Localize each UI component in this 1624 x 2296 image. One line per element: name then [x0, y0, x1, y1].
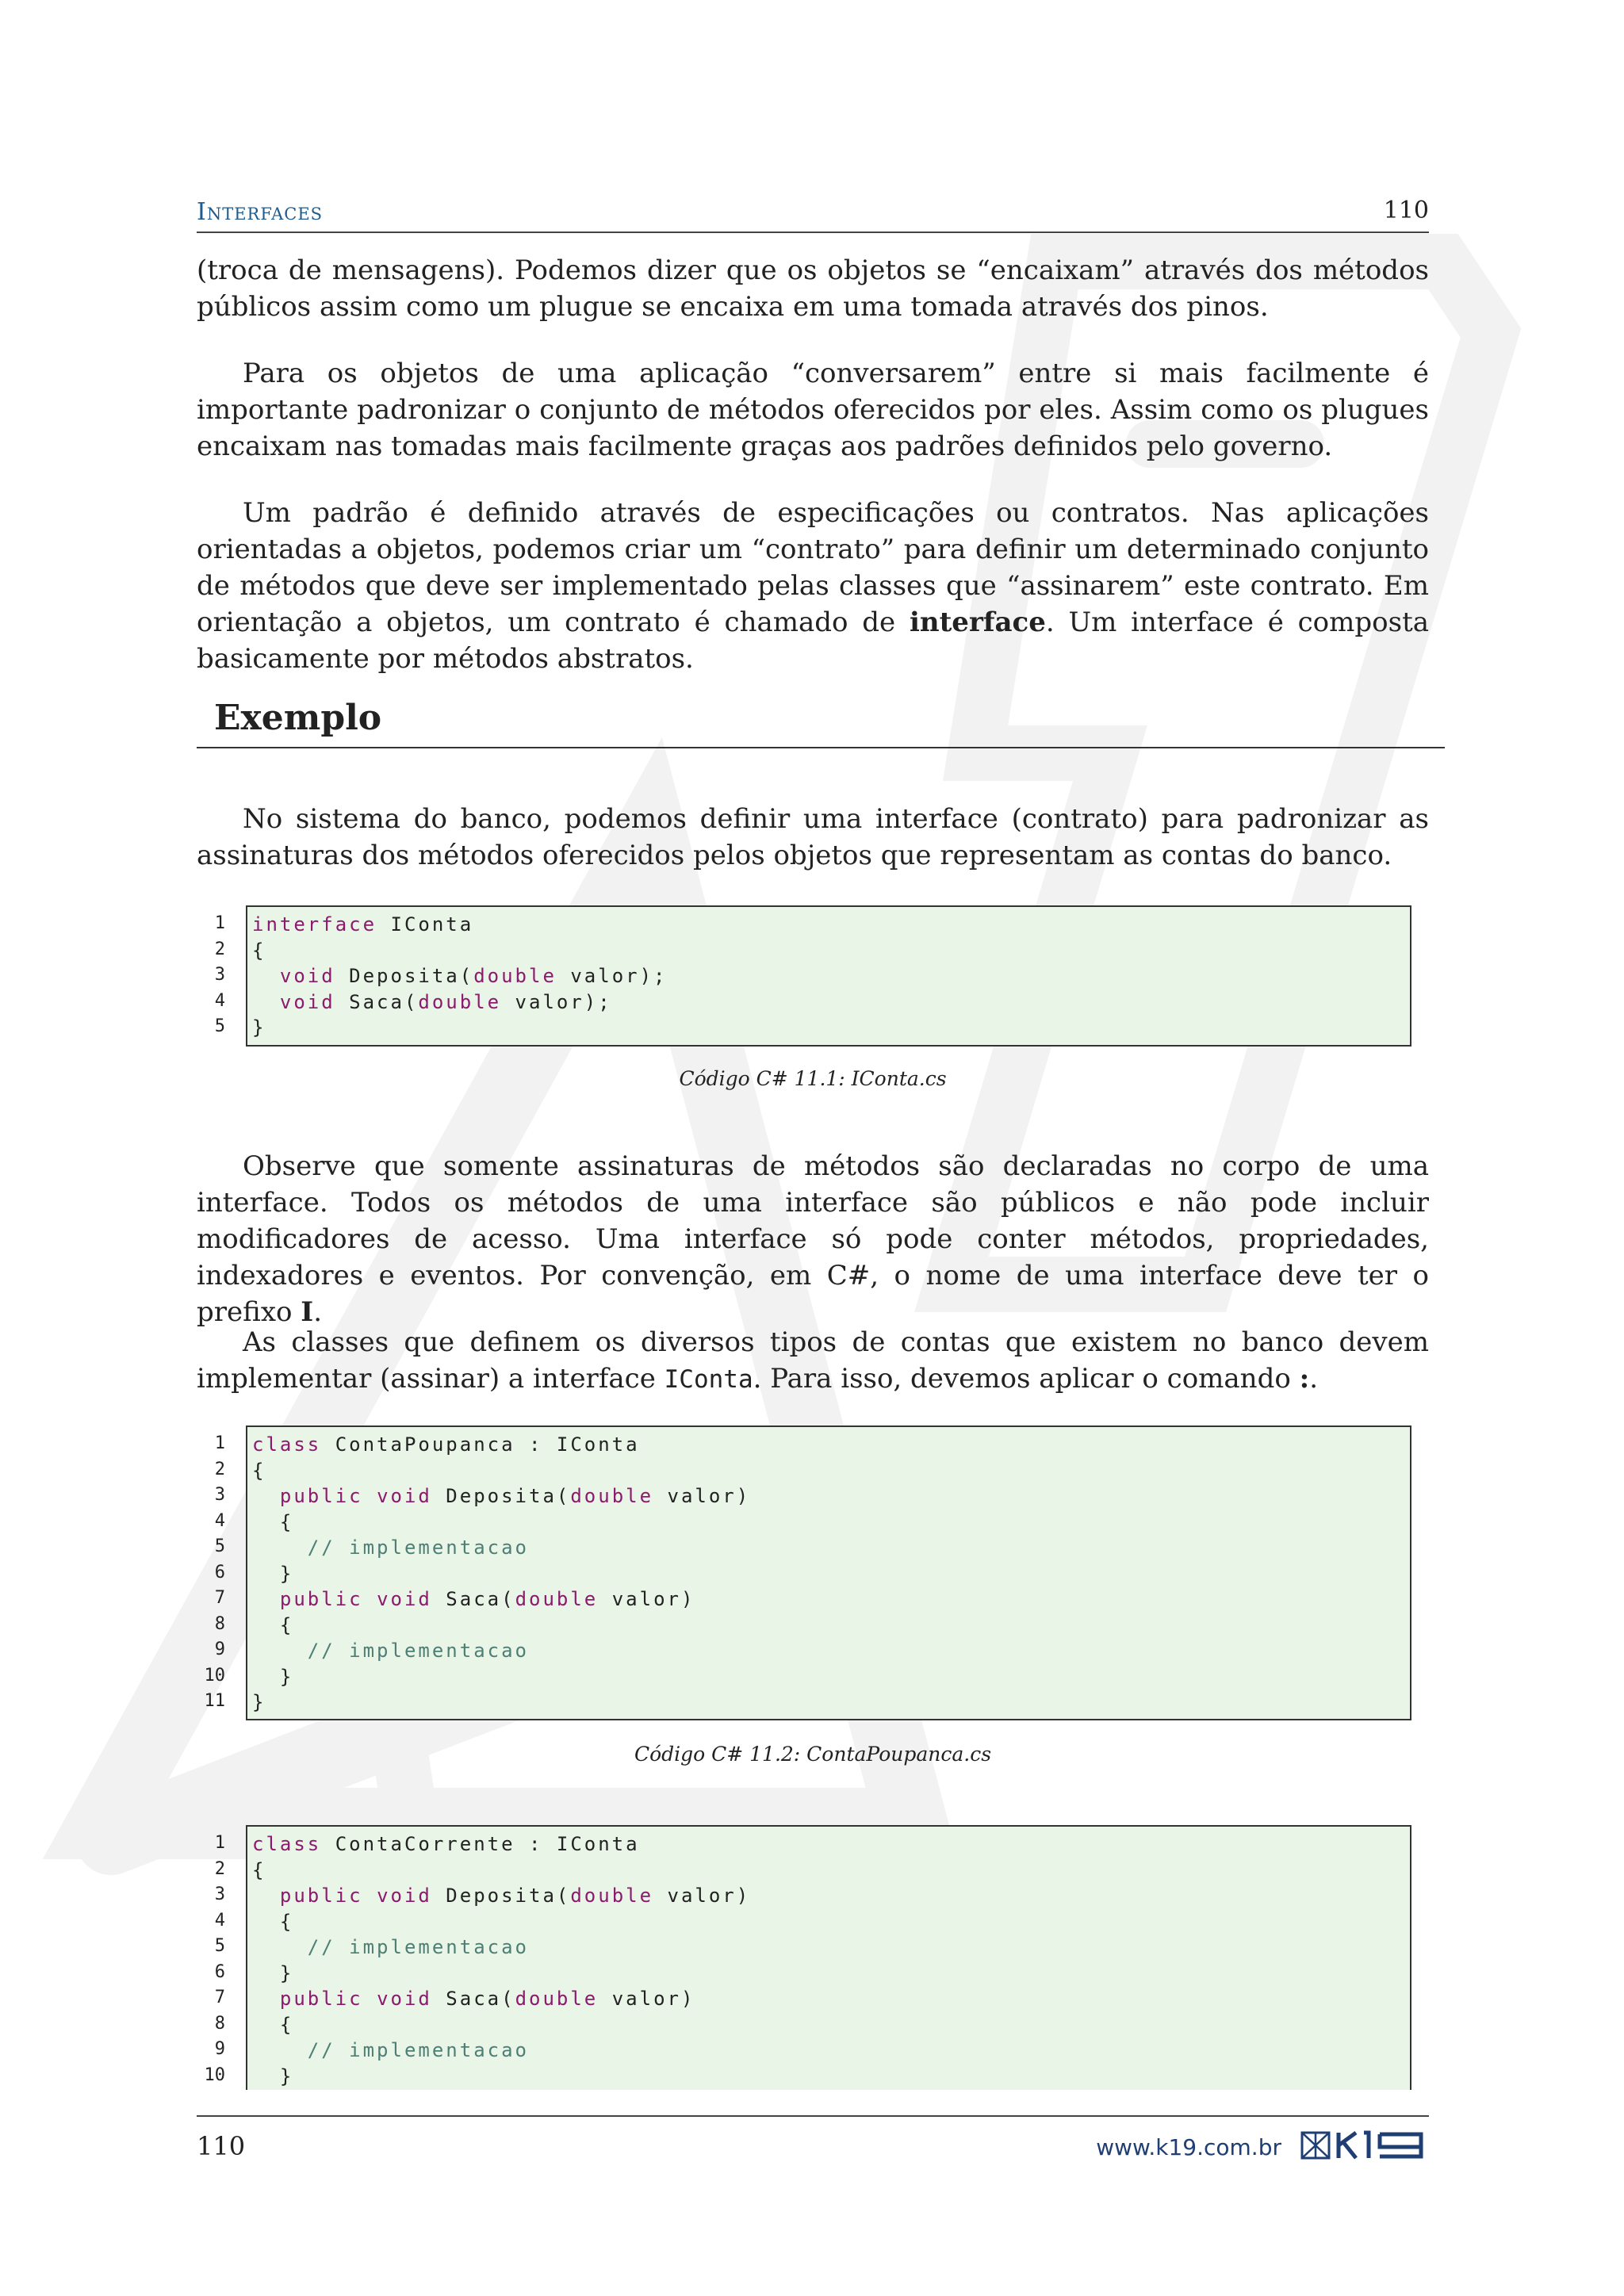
code-keyword: double [473, 965, 557, 987]
code-comment: // implementacao [307, 2039, 529, 2061]
code-caption-iconta: Código C# 11.1: IConta.cs [679, 1067, 947, 1090]
code-text [252, 1614, 293, 1636]
code-token: { [252, 1510, 294, 1533]
code-text [252, 1563, 293, 1585]
code-text [252, 1588, 695, 1610]
line-number: 7 [214, 1988, 225, 2007]
line-number: 4 [214, 1910, 225, 1931]
code-line [197, 939, 1410, 965]
paragraph-signatures [197, 1148, 1429, 1330]
code-token: valor); [501, 990, 612, 1013]
code-token: } [252, 1961, 294, 1984]
line-number: 2 [214, 1459, 225, 1479]
code-keyword: void [279, 965, 335, 987]
code-text [252, 1859, 266, 1881]
code-token: Deposita( [335, 965, 474, 987]
code-line [197, 965, 1410, 990]
code-line [197, 1588, 1410, 1613]
code-token: ContaCorrente : IConta [321, 1833, 640, 1855]
code-text [252, 2039, 529, 2061]
code-keyword: public [279, 1588, 363, 1610]
code-token: valor) [598, 1588, 695, 1610]
code-token: IConta [377, 913, 474, 936]
line-number: 3 [214, 965, 225, 985]
code-listing-contacorrente [197, 1825, 1410, 2088]
line-number: 7 [214, 1588, 225, 1608]
paragraph-signatures-text: Observe que somente assinaturas de métodos são declaradas no corpo de uma interface. Todos os métodos de uma interface são públicos e não pode incluir modificadores de acesso. Uma interface só pode conter métodos, propriedades, indexadores e eventos. Por convenção, em C#, o nome de uma interface deve ter o prefixo [197, 1150, 1429, 1328]
code-text [252, 1911, 293, 1933]
code-token: { [252, 2013, 294, 2036]
code-text [252, 1833, 640, 1855]
code-keyword: public [279, 1988, 363, 2010]
code-line [197, 1460, 1410, 1485]
paragraph-implement-text: As classes que definem os diversos tipos de contas que existem no banco devem implementar (assinar) a interface [197, 1326, 1429, 1395]
code-text [252, 2014, 293, 2036]
code-token: valor) [653, 1485, 751, 1507]
code-text [252, 913, 473, 936]
code-token [252, 1485, 280, 1507]
code-keyword: double [570, 1485, 654, 1507]
code-text [252, 1691, 266, 1713]
code-token: Saca( [431, 1988, 515, 2010]
line-number: 6 [214, 1961, 225, 1982]
code-token [252, 1936, 308, 1958]
code-token: valor) [598, 1988, 695, 2010]
colon-operator: : [1299, 1363, 1310, 1395]
code-line [197, 1511, 1410, 1536]
code-text [252, 1640, 529, 1662]
code-keyword: double [570, 1885, 654, 1907]
code-line [197, 1833, 1410, 1858]
code-keyword: void [377, 1988, 432, 2010]
line-number: 9 [214, 1640, 225, 1659]
code-line [197, 1536, 1410, 1562]
line-number: 2 [214, 939, 225, 959]
header-page-number: 110 [1383, 197, 1429, 224]
code-token: } [252, 2064, 294, 2087]
code-line [197, 2039, 1410, 2064]
section-heading [197, 698, 1445, 748]
code-token: Saca( [335, 990, 419, 1013]
code-keyword: class [252, 1433, 322, 1456]
code-token: { [252, 1910, 294, 1933]
footer-url: www.k19.com.br [1096, 2134, 1281, 2160]
code-token: ContaPoupanca : IConta [321, 1433, 640, 1456]
code-listing-contapoupanca [197, 1425, 1410, 1720]
code-line [197, 913, 1410, 939]
code-token [252, 965, 280, 987]
code-token: valor); [556, 965, 668, 987]
paragraph-implement-tail: . [1309, 1363, 1318, 1395]
paragraph-standardize: Para os objetos de uma aplicação “conversarem” entre si mais facilmente é importante padronizar o conjunto de métodos oferecidos por eles. Assim como os plugues encaixam nas tomadas mais facilmente graças aos padrões definidos pelo governo. [197, 358, 1429, 462]
code-text [252, 1962, 293, 1984]
code-comment: // implementacao [307, 1536, 529, 1559]
code-keyword: double [515, 1988, 599, 2010]
paragraph-contract-tail: . Um interface é composta basicamente por métodos abstratos. [197, 607, 1429, 675]
prefix-i: I [301, 1296, 314, 1328]
code-keyword: void [279, 990, 335, 1013]
line-number: 5 [214, 1536, 225, 1556]
code-token [363, 1885, 377, 1907]
code-token: } [252, 1691, 266, 1713]
code-token: { [252, 1858, 266, 1881]
line-number: 4 [214, 990, 225, 1011]
line-number: 6 [214, 1562, 225, 1582]
code-text [252, 965, 668, 987]
code-line [197, 1859, 1410, 1885]
code-token: valor) [653, 1885, 751, 1907]
line-number: 2 [214, 1858, 225, 1879]
code-line [197, 991, 1410, 1016]
paragraph-implement-mid: . Para isso, devemos aplicar o comando [753, 1363, 1300, 1395]
code-text [252, 1433, 640, 1456]
code-caption-contapoupanca: Código C# 11.2: ContaPoupanca.cs [634, 1743, 992, 1766]
code-token: { [252, 939, 266, 962]
code-line [197, 1485, 1410, 1510]
code-token [252, 991, 280, 1013]
code-line [197, 2065, 1410, 2091]
code-keyword: double [418, 990, 502, 1013]
code-token: { [252, 1459, 266, 1482]
code-keyword: void [377, 1885, 432, 1907]
code-text [252, 1511, 293, 1533]
line-number: 1 [214, 913, 225, 933]
code-token: Saca( [431, 1588, 515, 1610]
code-line [197, 1988, 1410, 2013]
code-comment: // implementacao [307, 1936, 529, 1958]
code-keyword: double [515, 1588, 599, 1610]
code-token [252, 1885, 280, 1907]
code-text [252, 1485, 750, 1507]
code-keyword: void [377, 1588, 432, 1610]
code-line [197, 1016, 1410, 1042]
code-token [252, 1588, 280, 1610]
line-number: 1 [214, 1433, 225, 1453]
code-token: } [252, 1016, 266, 1039]
code-line [197, 1691, 1410, 1716]
code-token [252, 1988, 280, 2010]
k19-logo-icon [1300, 2128, 1429, 2163]
paragraph-contract [197, 495, 1429, 677]
line-number: 3 [214, 1885, 225, 1904]
code-line [197, 1640, 1410, 1665]
code-text [252, 1885, 750, 1907]
code-keyword: public [279, 1885, 363, 1907]
code-line [197, 1885, 1410, 1910]
footer-page-number: 110 [197, 2131, 246, 2161]
code-token: Deposita( [431, 1485, 571, 1507]
code-text [252, 991, 612, 1013]
paragraph-contract-text: Um padrão é definido através de especificações ou contratos. Nas aplicações orientadas a objetos, podemos criar um “contrato” para definir um determinado conjunto de métodos que deve ser implementado pelas classes que “assinarem” este contrato. Em orientação a objetos, um contrato é chamado de [197, 497, 1429, 638]
code-line [197, 1433, 1410, 1459]
chapter-title: Interfaces [197, 198, 324, 226]
code-line [197, 1666, 1410, 1691]
code-keyword: void [377, 1485, 432, 1507]
code-keyword: interface [252, 913, 377, 936]
line-number: 10 [204, 1665, 225, 1686]
code-token [252, 2039, 308, 2061]
code-line [197, 1936, 1410, 1961]
code-line [197, 2014, 1410, 2039]
code-token: } [252, 1665, 294, 1688]
line-number: 1 [214, 1833, 225, 1853]
code-text [252, 939, 266, 962]
code-token: Deposita( [431, 1885, 571, 1907]
page-footer [197, 2115, 1429, 2161]
code-token: { [252, 1613, 294, 1636]
code-listing-iconta [197, 905, 1410, 1047]
code-token [363, 1988, 377, 2010]
line-number: 10 [204, 2064, 225, 2085]
code-text [252, 1536, 529, 1559]
code-token [363, 1485, 377, 1507]
code-token: } [252, 1562, 294, 1585]
code-line [197, 1911, 1410, 1936]
code-keyword: class [252, 1833, 322, 1855]
code-text [252, 1936, 529, 1958]
line-number: 3 [214, 1485, 225, 1505]
line-number: 9 [214, 2039, 225, 2059]
line-number: 5 [214, 1016, 225, 1036]
code-token [252, 1536, 308, 1559]
running-header [197, 197, 1429, 233]
code-text [252, 1460, 266, 1482]
section-title: Exemplo [214, 698, 382, 738]
paragraph-implement [197, 1324, 1429, 1398]
term-interface: interface [909, 607, 1046, 638]
line-number: 5 [214, 1936, 225, 1956]
line-number: 11 [204, 1691, 225, 1711]
paragraph-intro: (troca de mensagens). Podemos dizer que os objetos se “encaixam” através dos métodos públicos assim como um plugue se encaixa em uma tomada através dos pinos. [197, 254, 1429, 323]
code-comment: // implementacao [307, 1640, 529, 1662]
code-text [252, 1988, 695, 2010]
code-keyword: public [279, 1485, 363, 1507]
paragraph-signatures-tail: . [313, 1296, 322, 1328]
paragraph-bank-system: No sistema do banco, podemos definir uma interface (contrato) para padronizar as assinaturas dos métodos oferecidos pelos objetos que representam as contas do banco. [197, 803, 1429, 871]
code-line [197, 1563, 1410, 1588]
code-token [363, 1588, 377, 1610]
code-text [252, 1666, 293, 1688]
code-text [252, 1016, 266, 1039]
code-line [197, 1614, 1410, 1640]
code-text [252, 2065, 293, 2087]
line-number: 8 [214, 1613, 225, 1634]
line-number: 4 [214, 1510, 225, 1531]
code-line [197, 1962, 1410, 1988]
inline-code-iconta: IConta [664, 1365, 753, 1394]
code-token [252, 1640, 308, 1662]
line-number: 8 [214, 2013, 225, 2034]
